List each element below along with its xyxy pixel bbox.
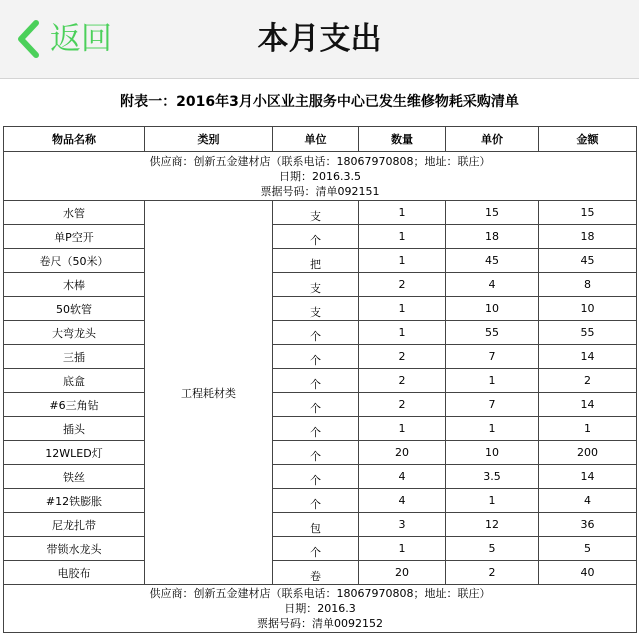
quantity-cell: 2 bbox=[359, 393, 446, 417]
unit-cell: 包 bbox=[273, 513, 359, 537]
column-header: 物品名称 bbox=[4, 127, 145, 152]
item-name-cell: 尼龙扎带 bbox=[4, 513, 145, 537]
amount-cell: 4 bbox=[539, 489, 637, 513]
quantity-cell: 1 bbox=[359, 201, 446, 225]
unit-cell: 个 bbox=[273, 369, 359, 393]
quantity-cell: 1 bbox=[359, 537, 446, 561]
unit-price-cell: 2 bbox=[446, 561, 539, 585]
amount-cell: 14 bbox=[539, 465, 637, 489]
unit-cell: 个 bbox=[273, 393, 359, 417]
table-row bbox=[4, 561, 637, 585]
purchase-table bbox=[3, 126, 637, 633]
amount-cell: 10 bbox=[539, 297, 637, 321]
amount-cell: 200 bbox=[539, 441, 637, 465]
unit-price-cell: 15 bbox=[446, 201, 539, 225]
quantity-cell: 2 bbox=[359, 273, 446, 297]
amount-cell: 1 bbox=[539, 417, 637, 441]
unit-cell: 个 bbox=[273, 489, 359, 513]
amount-cell: 14 bbox=[539, 345, 637, 369]
quantity-cell: 2 bbox=[359, 369, 446, 393]
amount-cell: 55 bbox=[539, 321, 637, 345]
column-header: 数量 bbox=[359, 127, 446, 152]
category-cell: 工程耗材类 bbox=[145, 201, 273, 585]
item-name-cell: 电胶布 bbox=[4, 561, 145, 585]
document-title: 附表一：2016年3月小区业主服务中心已发生维修物耗采购清单 bbox=[120, 94, 519, 110]
supplier-row bbox=[4, 585, 637, 633]
unit-cell: 个 bbox=[273, 537, 359, 561]
unit-price-cell: 10 bbox=[446, 297, 539, 321]
unit-price-cell: 1 bbox=[446, 489, 539, 513]
table-header-row bbox=[4, 127, 637, 152]
supplier-receipt: 票据号码：清单0092152 bbox=[257, 617, 383, 630]
document-image bbox=[0, 79, 639, 642]
quantity-cell: 2 bbox=[359, 345, 446, 369]
table-row bbox=[4, 393, 637, 417]
table-row bbox=[4, 441, 637, 465]
table-row bbox=[4, 273, 637, 297]
unit-cell: 个 bbox=[273, 417, 359, 441]
column-header: 金额 bbox=[539, 127, 637, 152]
unit-cell: 支 bbox=[273, 273, 359, 297]
supplier-info bbox=[4, 152, 637, 201]
amount-cell: 5 bbox=[539, 537, 637, 561]
unit-cell: 卷 bbox=[273, 561, 359, 585]
supplier-info bbox=[4, 585, 637, 633]
item-name-cell: 大弯龙头 bbox=[4, 321, 145, 345]
item-name-cell: 单P空开 bbox=[4, 225, 145, 249]
unit-cell: 支 bbox=[273, 201, 359, 225]
table-row bbox=[4, 465, 637, 489]
unit-price-cell: 55 bbox=[446, 321, 539, 345]
item-name-cell: #6三角钻 bbox=[4, 393, 145, 417]
item-name-cell: 带锁水龙头 bbox=[4, 537, 145, 561]
table-row bbox=[4, 537, 637, 561]
quantity-cell: 20 bbox=[359, 561, 446, 585]
unit-price-cell: 12 bbox=[446, 513, 539, 537]
amount-cell: 36 bbox=[539, 513, 637, 537]
table-row bbox=[4, 489, 637, 513]
item-name-cell: #12铁膨胀 bbox=[4, 489, 145, 513]
item-name-cell: 木棒 bbox=[4, 273, 145, 297]
item-name-cell: 12WLED灯 bbox=[4, 441, 145, 465]
quantity-cell: 4 bbox=[359, 465, 446, 489]
unit-cell: 个 bbox=[273, 321, 359, 345]
quantity-cell: 1 bbox=[359, 225, 446, 249]
unit-cell: 个 bbox=[273, 465, 359, 489]
unit-price-cell: 7 bbox=[446, 345, 539, 369]
table-row bbox=[4, 513, 637, 537]
quantity-cell: 3 bbox=[359, 513, 446, 537]
table-row bbox=[4, 249, 637, 273]
quantity-cell: 1 bbox=[359, 249, 446, 273]
unit-price-cell: 1 bbox=[446, 369, 539, 393]
page-title: 本月支出 bbox=[257, 21, 382, 57]
unit-cell: 支 bbox=[273, 297, 359, 321]
supplier-date: 日期：2016.3 bbox=[284, 602, 356, 615]
table-row bbox=[4, 321, 637, 345]
quantity-cell: 4 bbox=[359, 489, 446, 513]
amount-cell: 45 bbox=[539, 249, 637, 273]
supplier-supplier: 供应商：创新五金建材店（联系电话：18067970808；地址：联庄） bbox=[149, 587, 491, 600]
item-name-cell: 铁丝 bbox=[4, 465, 145, 489]
amount-cell: 2 bbox=[539, 369, 637, 393]
item-name-cell: 卷尺（50米） bbox=[4, 249, 145, 273]
unit-cell: 个 bbox=[273, 441, 359, 465]
amount-cell: 40 bbox=[539, 561, 637, 585]
quantity-cell: 1 bbox=[359, 321, 446, 345]
item-name-cell: 三插 bbox=[4, 345, 145, 369]
quantity-cell: 1 bbox=[359, 297, 446, 321]
item-name-cell: 50软管 bbox=[4, 297, 145, 321]
table-row bbox=[4, 345, 637, 369]
back-label: 返回 bbox=[50, 21, 112, 57]
supplier-row bbox=[4, 152, 637, 201]
unit-price-cell: 18 bbox=[446, 225, 539, 249]
unit-price-cell: 5 bbox=[446, 537, 539, 561]
amount-cell: 14 bbox=[539, 393, 637, 417]
column-header: 单价 bbox=[446, 127, 539, 152]
unit-price-cell: 7 bbox=[446, 393, 539, 417]
column-header: 单位 bbox=[273, 127, 359, 152]
unit-cell: 个 bbox=[273, 225, 359, 249]
unit-price-cell: 10 bbox=[446, 441, 539, 465]
unit-price-cell: 1 bbox=[446, 417, 539, 441]
unit-price-cell: 4 bbox=[446, 273, 539, 297]
table-row bbox=[4, 369, 637, 393]
item-name-cell: 水管 bbox=[4, 201, 145, 225]
unit-price-cell: 45 bbox=[446, 249, 539, 273]
table-row bbox=[4, 297, 637, 321]
table-row bbox=[4, 201, 637, 225]
item-name-cell: 插头 bbox=[4, 417, 145, 441]
table-row bbox=[4, 225, 637, 249]
column-header: 类别 bbox=[145, 127, 273, 152]
amount-cell: 15 bbox=[539, 201, 637, 225]
amount-cell: 8 bbox=[539, 273, 637, 297]
supplier-receipt: 票据号码：清单092151 bbox=[260, 184, 380, 198]
quantity-cell: 20 bbox=[359, 441, 446, 465]
supplier-text: 供应商：创新五金建材店（联系电话：18067970808；地址：联庄） bbox=[149, 154, 491, 168]
table-row bbox=[4, 417, 637, 441]
item-name-cell: 底盒 bbox=[4, 369, 145, 393]
nav-bar bbox=[0, 0, 639, 79]
amount-cell: 18 bbox=[539, 225, 637, 249]
supplier-date: 日期：2016.3.5 bbox=[279, 169, 361, 183]
unit-cell: 把 bbox=[273, 249, 359, 273]
unit-price-cell: 3.5 bbox=[446, 465, 539, 489]
unit-cell: 个 bbox=[273, 345, 359, 369]
quantity-cell: 1 bbox=[359, 417, 446, 441]
